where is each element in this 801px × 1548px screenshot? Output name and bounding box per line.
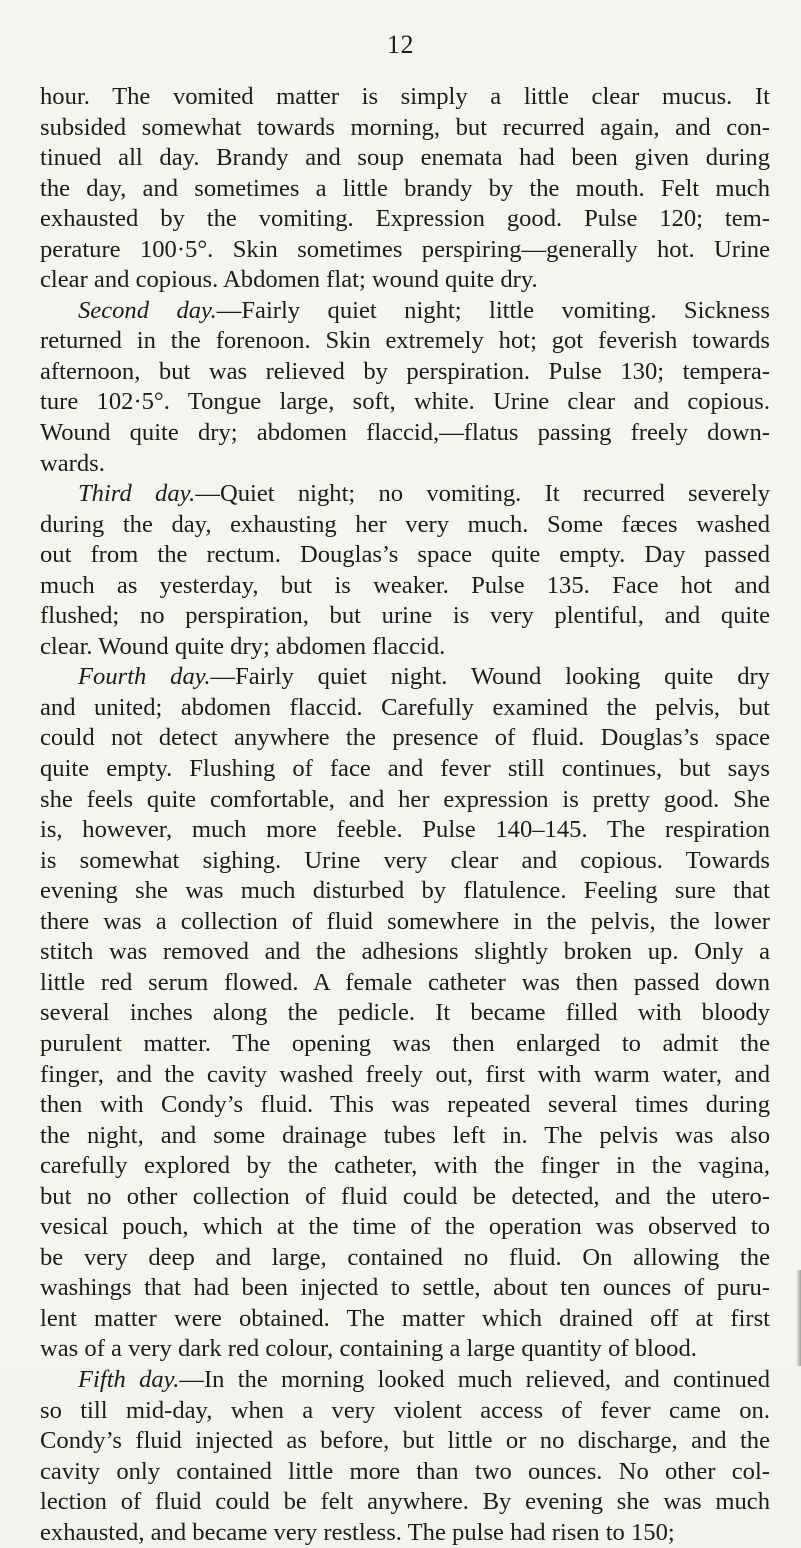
line-text: —Fairly quiet night; little vomiting. Sickness bbox=[216, 296, 770, 324]
text-line bbox=[40, 387, 770, 418]
text-line bbox=[40, 540, 770, 571]
line-text: Condy’s fluid injected as before, but little or no discharge, and the bbox=[40, 1427, 770, 1455]
text-line bbox=[40, 82, 770, 113]
text-line bbox=[40, 235, 770, 266]
line-text: hour. The vomited matter is simply a little clear mucus. It bbox=[40, 83, 770, 110]
line-text: exhausted by the vomiting. Expression good. Pulse 120; tem- bbox=[40, 205, 770, 233]
line-text: but no other collection of fluid could be detected, and the utero- bbox=[40, 1182, 770, 1210]
line-text: could not detect anywhere the presence of fluid. Douglas’s space bbox=[40, 724, 770, 752]
page-body-text bbox=[40, 82, 770, 1548]
text-line bbox=[40, 418, 770, 449]
page-edge-shadow bbox=[796, 1270, 801, 1366]
text-line bbox=[40, 723, 770, 754]
line-text: —Fairly quiet night. Wound looking quite dry bbox=[210, 663, 770, 691]
text-line bbox=[40, 998, 770, 1029]
text-line bbox=[40, 968, 770, 999]
paragraph-first-line bbox=[40, 479, 770, 510]
text-line bbox=[40, 1487, 770, 1518]
text-line bbox=[40, 1121, 770, 1152]
line-text: evening she was much disturbed by flatulence. Feeling sure that bbox=[40, 877, 770, 905]
text-line bbox=[40, 1151, 770, 1182]
page-number: 12 bbox=[387, 30, 414, 59]
line-text: the night, and some drainage tubes left in. The pelvis was also bbox=[40, 1121, 770, 1149]
line-text: —Quiet night; no vomiting. It recurred severely bbox=[195, 480, 770, 508]
text-line bbox=[40, 1090, 770, 1121]
line-text: there was a collection of fluid somewhere in the pelvis, the lower bbox=[40, 907, 770, 935]
text-line bbox=[40, 1518, 770, 1548]
line-text: was of a very dark red colour, containing a large quantity of blood. bbox=[40, 1335, 697, 1363]
line-text: lent matter were obtained. The matter which drained off at first bbox=[40, 1304, 770, 1332]
text-line bbox=[40, 876, 770, 907]
text-line bbox=[40, 1304, 770, 1335]
text-line bbox=[40, 1396, 770, 1427]
day-heading: Fifth day. bbox=[78, 1365, 180, 1393]
line-text: quite empty. Flushing of face and fever still continues, but says bbox=[40, 755, 770, 783]
text-line bbox=[40, 937, 770, 968]
text-line bbox=[40, 449, 770, 480]
text-line bbox=[40, 1182, 770, 1213]
line-text: be very deep and large, contained no fluid. On allowing the bbox=[40, 1243, 770, 1271]
line-text: stitch was removed and the adhesions slightly broken up. Only a bbox=[40, 938, 770, 966]
line-text: finger, and the cavity washed freely out, first with warm water, and bbox=[40, 1060, 770, 1088]
text-line bbox=[40, 1243, 770, 1274]
line-text: is somewhat sighing. Urine very clear and copious. Towards bbox=[40, 846, 770, 874]
line-text: exhausted, and became very restless. The pulse had risen to 150; bbox=[40, 1518, 675, 1546]
text-line bbox=[40, 174, 770, 205]
text-line bbox=[40, 510, 770, 541]
line-text: cavity only contained little more than two ounces. No other col- bbox=[40, 1457, 770, 1485]
line-text: subsided somewhat towards morning, but recurred again, and con- bbox=[40, 113, 770, 141]
line-text: vesical pouch, which at the time of the operation was observed to bbox=[40, 1213, 770, 1241]
text-line bbox=[40, 632, 770, 663]
text-line bbox=[40, 815, 770, 846]
line-text: clear and copious. Abdomen flat; wound quite dry. bbox=[40, 266, 538, 294]
text-line bbox=[40, 754, 770, 785]
line-text: perature 100·5°. Skin sometimes perspiring—generally hot. Urine bbox=[40, 235, 770, 263]
paragraph-first-line bbox=[40, 296, 770, 327]
text-line bbox=[40, 571, 770, 602]
line-text: afternoon, but was relieved by perspiration. Pulse 130; tempera- bbox=[40, 357, 770, 385]
text-line bbox=[40, 204, 770, 235]
day-heading: Fourth day. bbox=[78, 663, 211, 691]
line-text: tinued all day. Brandy and soup enemata had been given during bbox=[40, 144, 770, 172]
line-text: is, however, much more feeble. Pulse 140–145. The respiration bbox=[40, 816, 770, 844]
line-text: returned in the forenoon. Skin extremely hot; got feverish towards bbox=[40, 327, 770, 355]
line-text: out from the rectum. Douglas’s space quite empty. Day passed bbox=[40, 541, 770, 569]
line-text: —In the morning looked much relieved, and continued bbox=[179, 1365, 770, 1393]
line-text: so till mid-day, when a very violent access of fever came on. bbox=[40, 1396, 770, 1424]
line-text: lection of fluid could be felt anywhere. By evening she was much bbox=[40, 1488, 770, 1516]
line-text: little red serum flowed. A female catheter was then passed down bbox=[40, 968, 770, 996]
line-text: and united; abdomen flaccid. Carefully examined the pelvis, but bbox=[40, 693, 770, 721]
text-line bbox=[40, 601, 770, 632]
text-line bbox=[40, 1060, 770, 1091]
text-line bbox=[40, 326, 770, 357]
text-line bbox=[40, 143, 770, 174]
text-line bbox=[40, 1457, 770, 1488]
line-text: Wound quite dry; abdomen flaccid,—flatus passing freely down- bbox=[40, 419, 770, 447]
text-line bbox=[40, 357, 770, 388]
line-text: several inches along the pedicle. It became filled with bloody bbox=[40, 999, 770, 1027]
text-line bbox=[40, 1334, 770, 1365]
text-line bbox=[40, 785, 770, 816]
line-text: she feels quite comfortable, and her expression is pretty good. She bbox=[40, 785, 770, 813]
text-line bbox=[40, 265, 770, 296]
line-text: the day, and sometimes a little brandy by the mouth. Felt much bbox=[40, 174, 770, 202]
text-line bbox=[40, 1273, 770, 1304]
day-heading: Third day. bbox=[78, 480, 196, 508]
text-line bbox=[40, 693, 770, 724]
text-line bbox=[40, 113, 770, 144]
line-text: purulent matter. The opening was then enlarged to admit the bbox=[40, 1029, 770, 1057]
text-line bbox=[40, 1029, 770, 1060]
text-line bbox=[40, 907, 770, 938]
line-text: wards. bbox=[40, 449, 105, 477]
paragraph-first-line bbox=[40, 662, 770, 693]
line-text: during the day, exhausting her very much. Some fæces washed bbox=[40, 510, 770, 538]
paragraph-first-line bbox=[40, 1365, 770, 1396]
line-text: then with Condy’s fluid. This was repeated several times during bbox=[40, 1091, 770, 1119]
text-line bbox=[40, 1212, 770, 1243]
line-text: flushed; no perspiration, but urine is very plentiful, and quite bbox=[40, 602, 770, 630]
text-line bbox=[40, 1426, 770, 1457]
line-text: carefully explored by the catheter, with the finger in the vagina, bbox=[40, 1152, 770, 1180]
line-text: much as yesterday, but is weaker. Pulse 135. Face hot and bbox=[40, 571, 770, 599]
line-text: ture 102·5°. Tongue large, soft, white. Urine clear and copious. bbox=[40, 388, 770, 416]
line-text: clear. Wound quite dry; abdomen flaccid. bbox=[40, 632, 446, 660]
line-text: washings that had been injected to settle, about ten ounces of puru- bbox=[40, 1274, 770, 1302]
day-heading: Second day. bbox=[78, 296, 217, 324]
text-line bbox=[40, 846, 770, 877]
